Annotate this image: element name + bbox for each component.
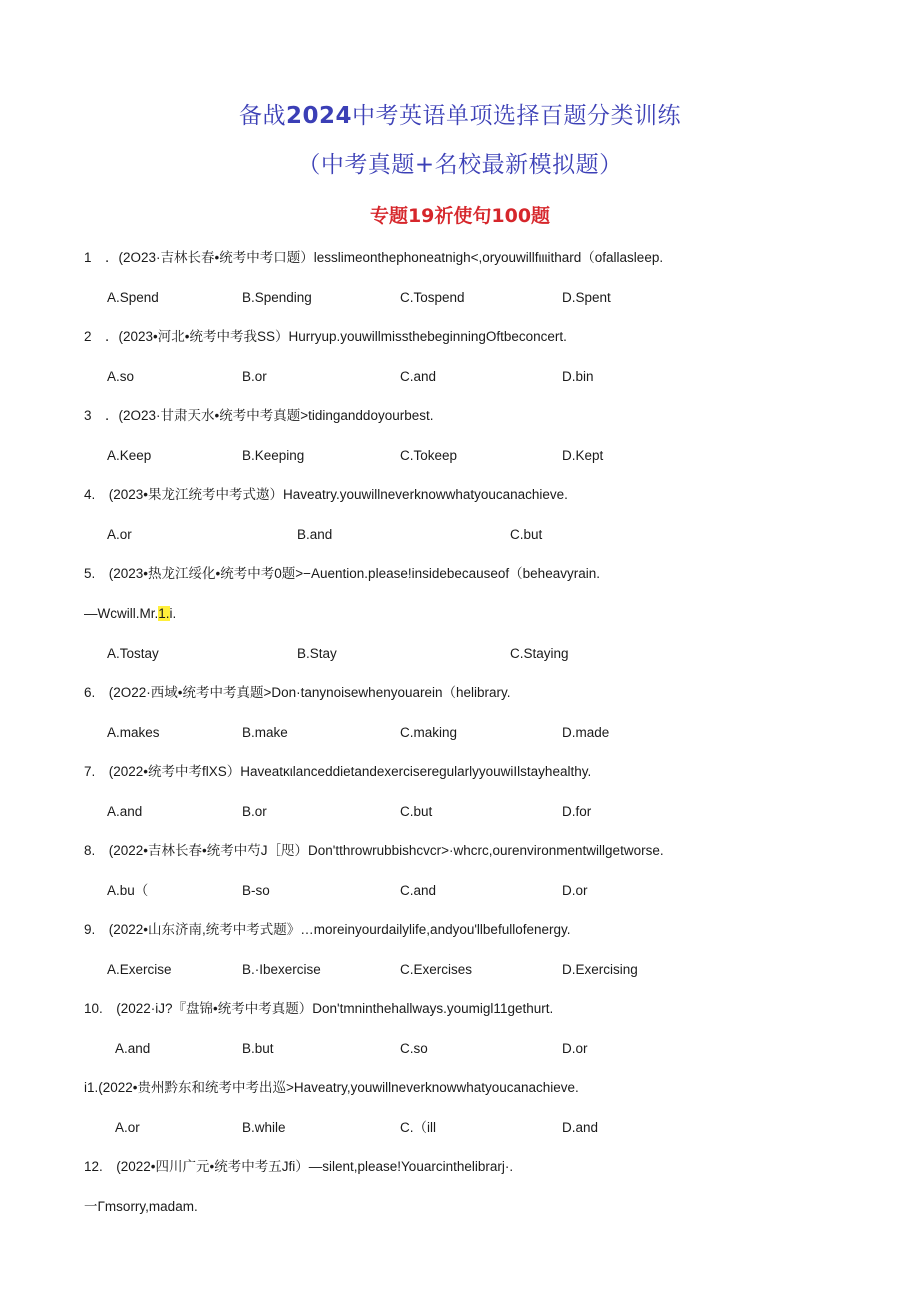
option-a: A.and (107, 804, 143, 819)
option-b: B.or (242, 369, 267, 384)
question-stem: 4. (2023•果龙江统考中考式遨）Haveatry.youwillneverknowwhatyoucanachieve. (84, 487, 568, 502)
option-c: C.and (400, 883, 437, 898)
option-b: B.and (297, 527, 333, 542)
option-d: D.or (562, 1041, 588, 1056)
question-dialog-line: —Wcwill.Mr.1.i. (84, 606, 177, 621)
option-c: C.Tospend (400, 290, 465, 305)
option-a: A.Spend (107, 290, 159, 305)
highlight-mark: 1. (158, 606, 170, 621)
option-c: C.Tokeep (400, 448, 458, 463)
option-a: A.or (107, 527, 132, 542)
option-a: A.Tostay (107, 646, 159, 661)
option-d: D.Spent (562, 290, 611, 305)
question-dialog-line: 一Γmsorry,madam. (84, 1199, 198, 1214)
option-d: D.or (562, 883, 588, 898)
option-d: D.bin (562, 369, 594, 384)
subtitle: （中考真题+名校最新模拟题） (297, 152, 623, 178)
option-c: C.but (510, 527, 543, 542)
option-c: C.and (400, 369, 437, 384)
option-b: B.Keeping (242, 448, 305, 463)
question-stem: 1 ．(2O23·吉林长春•统考中考口题）lesslimeonthephoneatnigh<,oryouwillfιιιithard（ofallasleep. (84, 250, 664, 265)
option-c: C.making (400, 725, 458, 740)
option-d: D.made (562, 725, 610, 740)
option-b: B.Stay (297, 646, 337, 661)
option-d: D.Kept (562, 448, 604, 463)
option-a: A.Keep (107, 448, 152, 463)
option-b: B.or (242, 804, 267, 819)
main-title: 备战2024中考英语单项选择百题分类训练 (238, 103, 681, 129)
option-b: B.·Ibexercise (242, 962, 321, 977)
option-b: B.make (242, 725, 288, 740)
question-stem: 6. (2O22·西域•统考中考真题>Don·tanynoisewhenyouarein（helibrary. (84, 685, 511, 700)
option-a: A.Exercise (107, 962, 172, 977)
option-a: A.bu（ (107, 883, 149, 898)
option-c: C.Exercises (400, 962, 473, 977)
option-b: B.while (242, 1120, 286, 1135)
option-d: D.for (562, 804, 592, 819)
option-a: A.makes (107, 725, 160, 740)
question-stem: 7. (2022•统考中考flXS）HaveatκιlanceddietandexerciseregularlyyouwiIlstayhealthy. (84, 764, 592, 779)
option-d: D.and (562, 1120, 599, 1135)
option-c: C.but (400, 804, 433, 819)
option-c: C.（ill (400, 1120, 436, 1135)
question-stem: 12. (2022•四川广元•统考中考五Jfi）—silent,please!Youarcinthelibrarj·. (84, 1159, 514, 1174)
question-stem: i1.(2022•贵州黔东和统考中考出巡>Haveatry,youwillneverknowwhatyoucanachieve. (84, 1080, 579, 1095)
option-b: B.but (242, 1041, 274, 1056)
topic-heading: 专题19祈使句100题 (369, 205, 551, 227)
option-a: A.and (115, 1041, 151, 1056)
option-a: A.so (107, 369, 135, 384)
option-c: C.Staying (510, 646, 569, 661)
question-stem: 2 ．(2023•河北•统考中考我SS）Hurryup.youwillmissthebeginningOftbeconcert. (84, 329, 567, 344)
question-stem: 10. (2022·iJ?『盘锦•统考中考真题）Don'tmninthehallways.youmigl11gethurt. (84, 1001, 554, 1016)
question-stem: 5. (2023•热龙江绥化•统考中考0题>−Auention.please!insidebecauseof（beheavyrain. (84, 566, 600, 581)
option-a: A.or (115, 1120, 140, 1135)
option-d: D.Exercising (562, 962, 638, 977)
question-stem: 3 ．(2O23·甘肃天水•统考中考真题>tidinganddoyourbest. (84, 408, 434, 423)
question-stem: 9. (2022•山东济南,统考中考式题》…moreinyourdailylife,andyou'llbefullofenergy. (84, 922, 571, 937)
option-b: B.Spending (242, 290, 312, 305)
question-stem: 8. (2022•吉林长春•统考中芍J［咫）Don'tthrowrubbishcvcr>·whcrc,ourenvironmentwillgetworse. (84, 843, 664, 858)
option-b: B-so (242, 883, 270, 898)
option-c: C.so (400, 1041, 428, 1056)
